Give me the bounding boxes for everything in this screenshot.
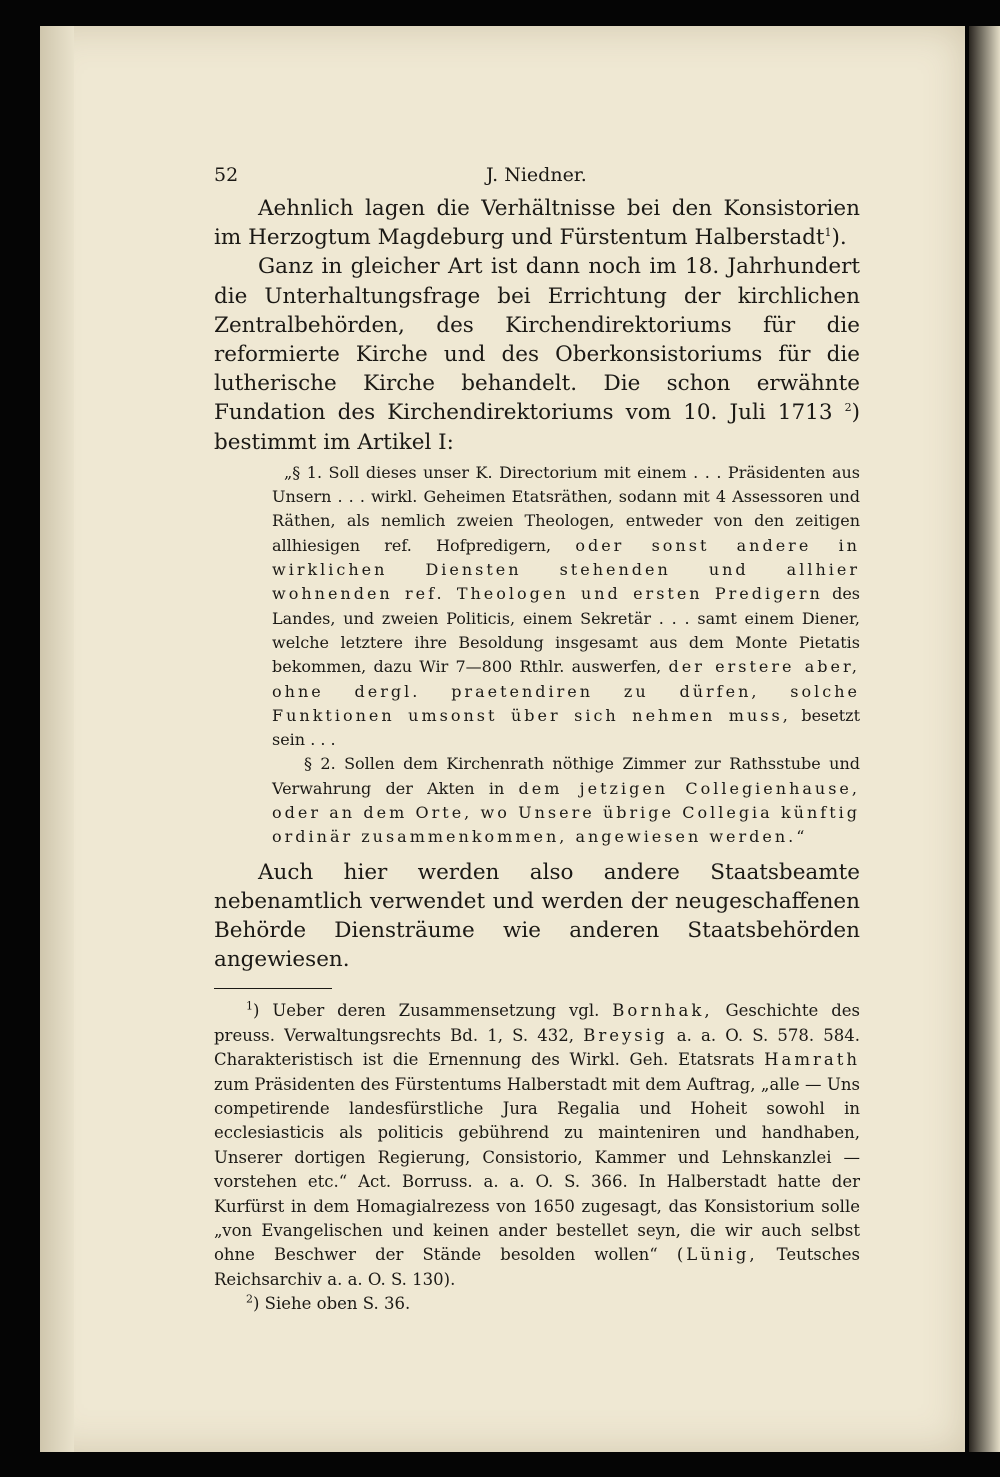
footnote-2: $^2$) Siehe oben S. 36. <box>246 1292 411 1314</box>
spaced-text: (Lünig, <box>676 1245 758 1265</box>
footnote-ref-2: 2 <box>844 401 852 415</box>
footnotes <box>214 999 860 1316</box>
paragraph-3: Auch hier werden also andere Staatsbeamte nebenamtlich verwendet und werden der neugeschaffenen Behörde Diensträume wie anderen Staatsbehörden angewiesen. <box>214 859 860 973</box>
footnote-1: $^1$) Ueber deren Zusammensetzung vgl. Bornhak, Geschichte des preuss. Verwaltungsrechts Bd. 1, S. 432, Breysig a. a. O. S. 578. 584. Charakteristisch ist die Ernennung des Wirkl. Geh. Etatsrats Hamrath zum Präsidenten des Fürstentums Halberstadt mit dem Auftrag, „alle — Uns competirende landesfürstliche Jura Regalia und Hoheit sowohl in ecclesiasticis als politicis gebührend zu mainteniren und handhaben, Unserer dortigen Regierung, Consistorio, Kammer und Lehnskanzlei — vorstehen etc.“ Act. Borruss. a. a. O. S. 366. In Halberstadt hatte der Kurfürst in dem Homagialrezess von 1650 zugesagt, das Konsistorium solle „von Evangelischen und keinen ander bestellet seyn, die wir auch selbst ohne Beschwer der Stände besolden wollen“ (Lünig, Teutsches Reichsarchiv a. a. O. S. 130). <box>214 999 860 1289</box>
spaced-text: dem jetzigen Collegienhause, oder an dem Orte, wo Unsere übrige Collegia künftig ordinär zusammenkommen, angewiesen werden.“ <box>272 778 860 847</box>
next-page-edge <box>969 26 1000 1452</box>
spaced-text: der erstere aber, ohne dergl. praetendiren zu dürfen, solche Funktionen umsonst über sich nehmen muss, <box>272 657 860 725</box>
paragraph-2: Ganz in gleicher Art ist dann noch im 18. Jahrhundert die Unterhaltungsfrage bei Errichtung der kirchlichen Zentralbehörden, des Kirchendirektoriums für die reformierte Kirche und des Oberkonsistoriums für die lutherische Kirche behandelt. Die schon erwähnte Fundation des Kirchendirektoriums vom 10. Juli 1713 $^2$) bestimmt im Artikel I: <box>214 254 860 455</box>
footnote-ref-1: 1 <box>824 226 832 240</box>
spaced-text: oder sonst andere in wirklichen Diensten stehenden und allhier wohnenden ref. Theologen und ersten Predigern <box>272 535 860 604</box>
spaced-text: Breysig <box>583 1025 668 1045</box>
page-header <box>214 150 860 194</box>
block-quote <box>272 461 860 850</box>
quote-paragraph-1: „§ 1. Soll dieses unser K. Directorium mit einem . . . Präsidenten aus Unsern . . . wirkl. Geheimen Etatsräthen, sodann mit 4 Assessoren und Räthen, als nemlich zweien Theologen, entweder von den zeitigen allhiesigen ref. Hofpredigern, oder sonst andere in wirklichen Diensten stehenden und allhier wohnenden ref. Theologen und ersten Predigern des Landes, und zweien Politicis, einem Sekretär . . . samt einem Diener, welche letztere ihre Besoldung insgesamt aus dem Monte Pietatis bekommen, dazu Wir 7—800 Rthlr. auswerfen, der erstere aber, ohne dergl. praetendiren zu dürfen, solche Funktionen umsonst über sich nehmen muss, besetzt sein . . . <box>272 462 861 750</box>
quote-paragraph-2: § 2. Sollen dem Kirchenrath nöthige Zimmer zur Rathsstube und Verwahrung der Akten in dem jetzigen Collegienhause, oder an dem Orte, wo Unsere übrige Collegia künftig ordinär zusammenkommen, angewiesen werden.“ <box>272 754 860 847</box>
running-head: J. Niedner. <box>486 164 587 186</box>
page-gutter-shadow <box>40 26 74 1452</box>
paragraph-1: Aehnlich lagen die Verhältnisse bei den Konsistorien im Herzogtum Magdeburg und Fürstentum Halberstadt$^1$). <box>214 196 860 251</box>
footnote-rule <box>214 988 332 989</box>
spaced-text: Hamrath <box>764 1050 860 1070</box>
spaced-text: Bornhak, <box>612 1001 713 1021</box>
page-content <box>214 150 860 1317</box>
page-number: 52 <box>214 164 239 186</box>
